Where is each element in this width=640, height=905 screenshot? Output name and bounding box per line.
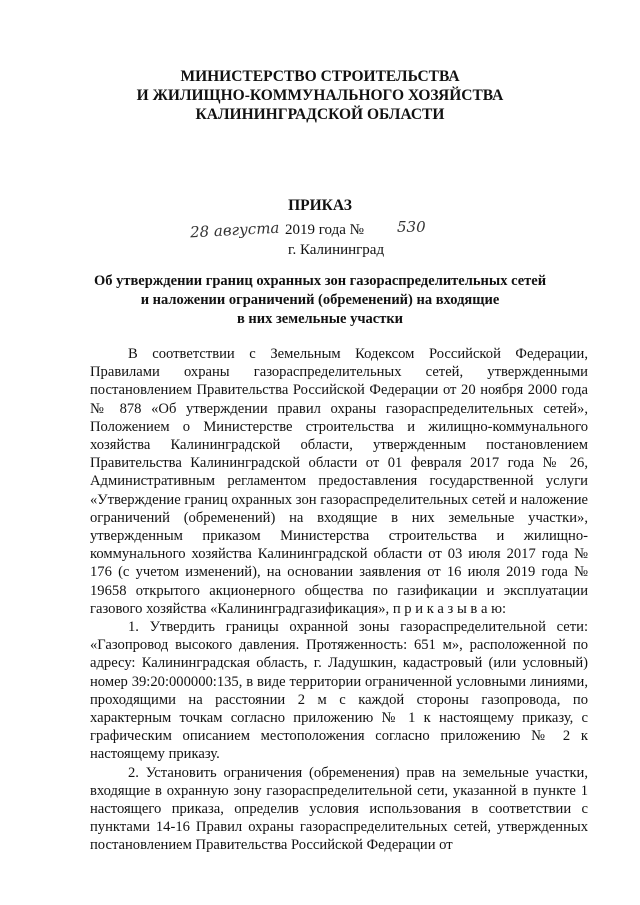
order-item-2: 2. Установить ограничения (обременения) прав на земельные участки, входящие в охранную зону газораспределительной сети, указанной в пункте 1 настоящего приказа, определив условия использования в соответствии с пунктами 14-16 Правил охраны газораспределительных сетей, утвержденных постановлением Правительства Российской Федерации от	[90, 764, 588, 854]
order-date-row	[0, 218, 640, 243]
subject-line: в них земельные участки	[236, 311, 404, 327]
order-title: ПРИКАЗ	[288, 197, 352, 214]
order-city: г. Калининград	[288, 242, 385, 258]
handwritten-number: 530	[397, 218, 426, 236]
header-line: И ЖИЛИЩНО-КОММУНАЛЬНОГО ХОЗЯЙСТВА	[136, 87, 504, 104]
order-subject	[0, 272, 640, 329]
preamble-paragraph: В соответствии с Земельным Кодексом Российской Федерации, Правилами охраны газораспределительных сетей, утвержденными постановлением Правительства Российской Федерации от 20 ноября 2000 года № 878 «Об утверждении правил охраны газораспределительных сетей», Положением о Министерстве строительства и жилищно-коммунального хозяйства Калининградской области, утвержденным постановлением Правительства Калининградской области от 01 февраля 2017 года № 26, Административным регламентом предоставления государственной услуги «Утверждение границ охранных зон газораспределительных сетей и наложение ограничений (обременений) на входящие в них земельные участки», утвержденным приказом Министерства строительства и жилищно-коммунального хозяйства Калининградской области от 03 июля 2017 года № 176 (с учетом изменений), на основании заявления от 16 июля 2019 года № 19658 открытого акционерного общества по газификации и эксплуатации газового хозяйства «Калининградгазификация», п р и к а з ы в а ю:	[90, 346, 588, 617]
order-year-text: 2019 года №	[285, 222, 364, 238]
order-item-1: 1. Утвердить границы охранной зоны газораспределительной сети: «Газопровод высокого давления. Протяженность: 651 м», расположенной по адресу: Калининградская область, г. Ладушкин, кадастровый (или условный) номер 39:20:000000:135, в виде территории ограниченной условными линиями, проходящими на расстоянии 2 м с каждой стороны газопровода, по характерным точкам согласно приложению № 1 к настоящему приказу, с графическим описанием местоположения согласно приложению № 2 к настоящему приказу.	[90, 619, 588, 763]
header-line: МИНИСТЕРСТВО СТРОИТЕЛЬСТВА	[180, 68, 460, 85]
subject-line: и наложении ограничений (обременений) на входящие	[140, 292, 500, 308]
header-line: КАЛИНИНГРАДСКОЙ ОБЛАСТИ	[195, 106, 445, 123]
subject-line: Об утверждении границ охранных зон газораспределительных сетей	[93, 273, 547, 289]
ministry-header	[0, 67, 640, 124]
handwritten-date: 28 августа	[189, 218, 280, 242]
order-body	[90, 345, 588, 855]
